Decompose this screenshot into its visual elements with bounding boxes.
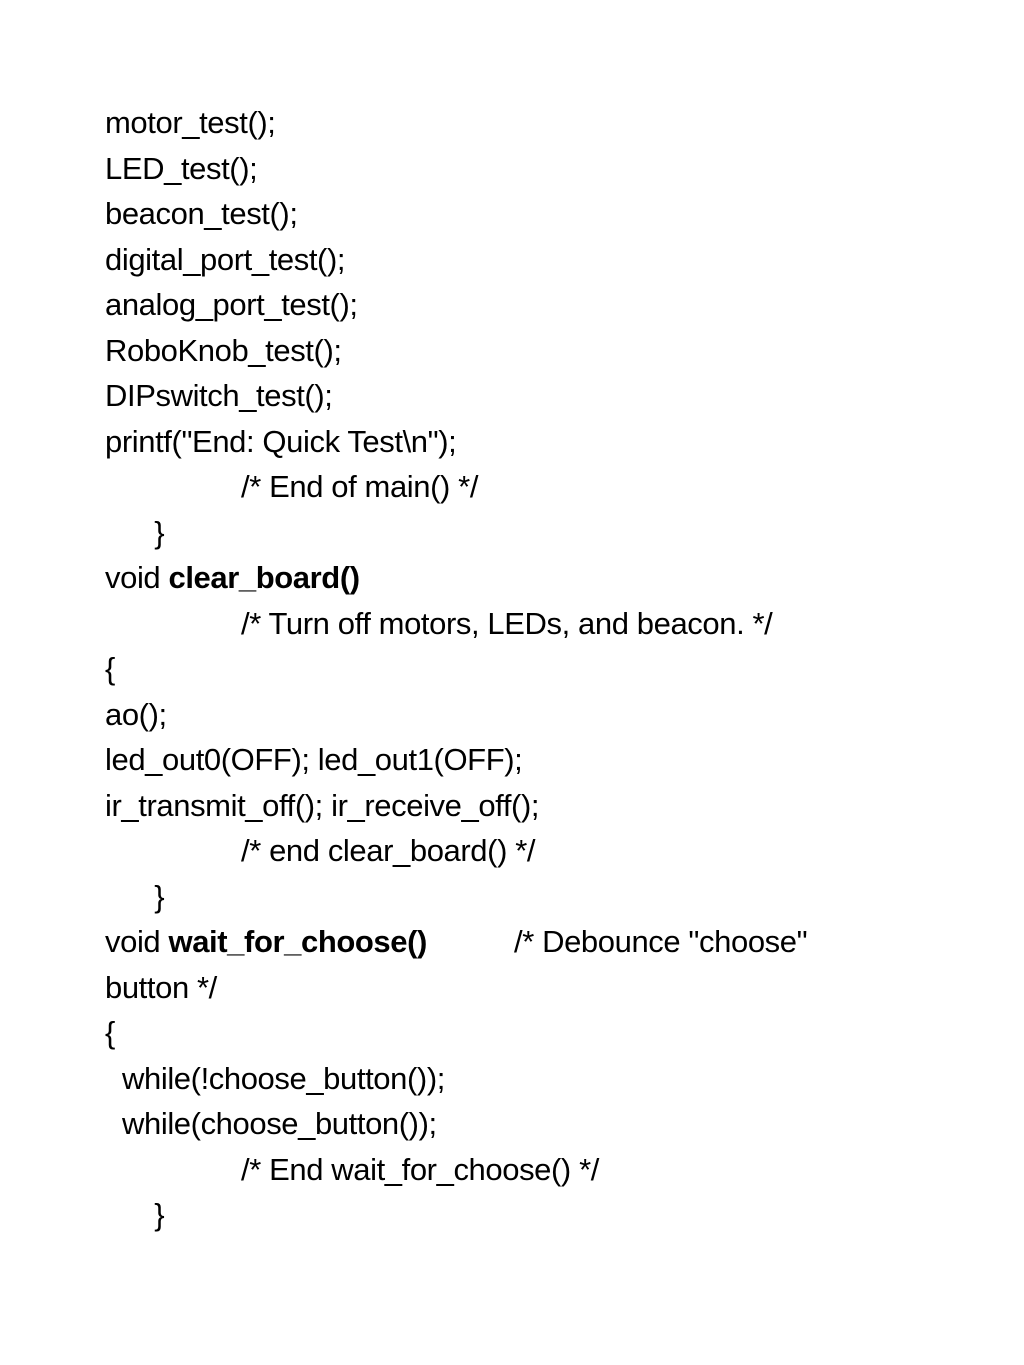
code-line: beacon_test(); xyxy=(105,196,298,231)
code-line: ao(); xyxy=(105,696,167,732)
code-listing xyxy=(105,100,985,1232)
code-line: while(choose_button()); xyxy=(122,1106,437,1141)
blank-line xyxy=(105,510,985,556)
clear-board-end-line xyxy=(105,828,985,914)
closing-brace: } xyxy=(154,878,165,914)
code-comment: /* Turn off motors, LEDs, and beacon. */ xyxy=(241,605,773,641)
code-comment-continuation: button */ xyxy=(105,969,217,1005)
wait-for-choose-end-line xyxy=(105,1147,985,1232)
code-line: printf("End: Quick Test\n"); xyxy=(105,423,457,459)
clear-board-signature xyxy=(105,555,985,601)
code-comment: /* end clear_board() */ xyxy=(241,833,536,868)
closing-brace: } xyxy=(154,1197,165,1232)
code-comment: /* End of main() */ xyxy=(241,469,479,504)
function-name: clear_board() xyxy=(168,560,360,595)
code-line: while(!choose_button()); xyxy=(122,1060,445,1096)
code-comment: /* Debounce "choose" xyxy=(514,924,808,959)
code-line: motor_test(); xyxy=(105,105,276,140)
open-brace: { xyxy=(105,651,115,686)
blank-line xyxy=(105,874,985,920)
code-line: digital_port_test(); xyxy=(105,241,346,277)
open-brace: { xyxy=(105,1015,115,1050)
code-line: LED_test(); xyxy=(105,150,258,186)
clear-board-comment-line xyxy=(105,601,985,647)
code-line: RoboKnob_test(); xyxy=(105,332,342,368)
code-line: led_out0(OFF); led_out1(OFF); xyxy=(105,742,523,777)
code-line: analog_port_test(); xyxy=(105,287,358,322)
keyword-void: void xyxy=(105,924,169,959)
keyword-void: void xyxy=(105,560,169,595)
wait-for-choose-signature xyxy=(105,919,985,965)
closing-brace: } xyxy=(154,514,165,550)
main-end-line xyxy=(105,464,985,550)
code-line: ir_transmit_off(); ir_receive_off(); xyxy=(105,787,540,823)
code-comment: /* End wait_for_choose() */ xyxy=(241,1151,599,1187)
function-name: wait_for_choose() xyxy=(168,924,427,959)
code-line: DIPswitch_test(); xyxy=(105,378,333,413)
